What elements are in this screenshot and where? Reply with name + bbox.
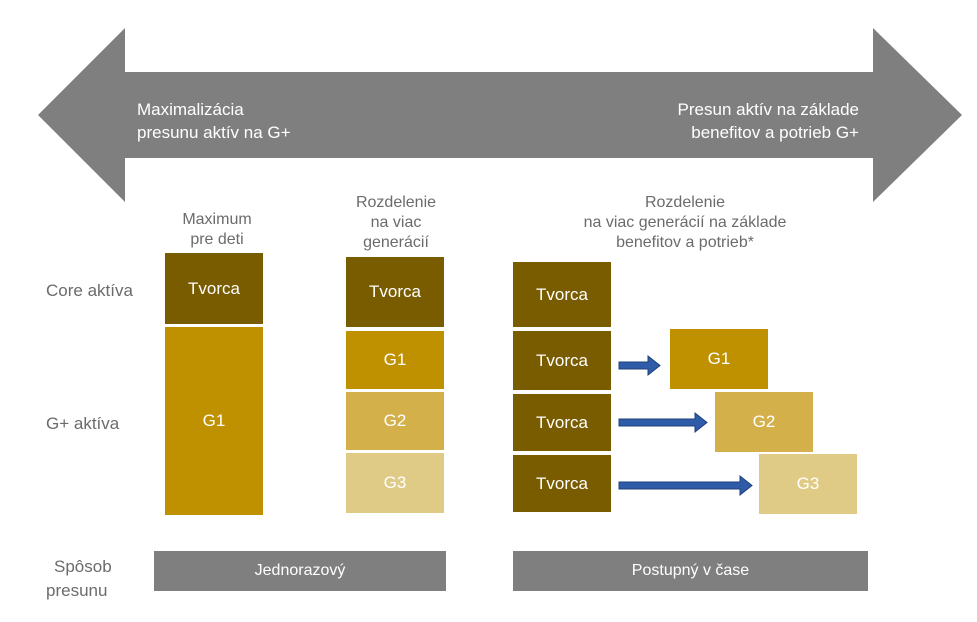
arrow-right-line2: benefitov a potrieb G+	[691, 123, 859, 142]
col3-g3-box: G3	[759, 454, 857, 514]
row-label-method-line2: presunu	[46, 581, 108, 600]
col2-heading-line2: na viac	[370, 214, 422, 231]
col2-g1-box: G1	[346, 331, 444, 389]
col3-heading-line1: Rozdelenie	[644, 194, 726, 211]
col1-g1-box: G1	[165, 327, 263, 515]
col3-tvorca-box-3: Tvorca	[513, 394, 611, 451]
arrow-to-g2	[619, 413, 707, 432]
col2-g3-box: G3	[346, 453, 444, 513]
col2-g2-box: G2	[346, 392, 444, 450]
col2-heading-line1: Rozdelenie	[355, 194, 437, 211]
col3-g2-box: G2	[715, 392, 813, 452]
col1-heading-line2: pre deti	[190, 231, 244, 248]
row-label-core: Core aktíva	[46, 281, 133, 300]
arrow-right-line1: Presun aktív na základe	[677, 100, 859, 119]
col3-heading-line3: benefitov a potrieb*	[616, 234, 754, 251]
col2-tvorca-box: Tvorca	[346, 257, 444, 327]
method-onetime-bar: Jednorazový	[154, 551, 446, 591]
col2-heading-line3: generácií	[363, 234, 429, 251]
col3-tvorca-box-2: Tvorca	[513, 331, 611, 390]
arrow-left-line1: Maximalizácia	[137, 100, 244, 119]
col3-heading-line2: na viac generácií na základe	[583, 214, 787, 231]
arrow-to-g3	[619, 476, 752, 495]
col3-tvorca-box-4: Tvorca	[513, 455, 611, 512]
col1-heading-line1: Maximum	[182, 211, 252, 228]
row-label-gplus: G+ aktíva	[46, 414, 120, 433]
col1-tvorca-box: Tvorca	[165, 253, 263, 324]
arrow-left-line2: presunu aktív na G+	[137, 123, 291, 142]
arrow-to-g1	[619, 356, 660, 375]
row-label-method-line1: Spôsob	[54, 557, 112, 576]
col3-g1-box: G1	[670, 329, 768, 389]
col3-tvorca-box-1: Tvorca	[513, 262, 611, 327]
method-gradual-bar: Postupný v čase	[513, 551, 868, 591]
